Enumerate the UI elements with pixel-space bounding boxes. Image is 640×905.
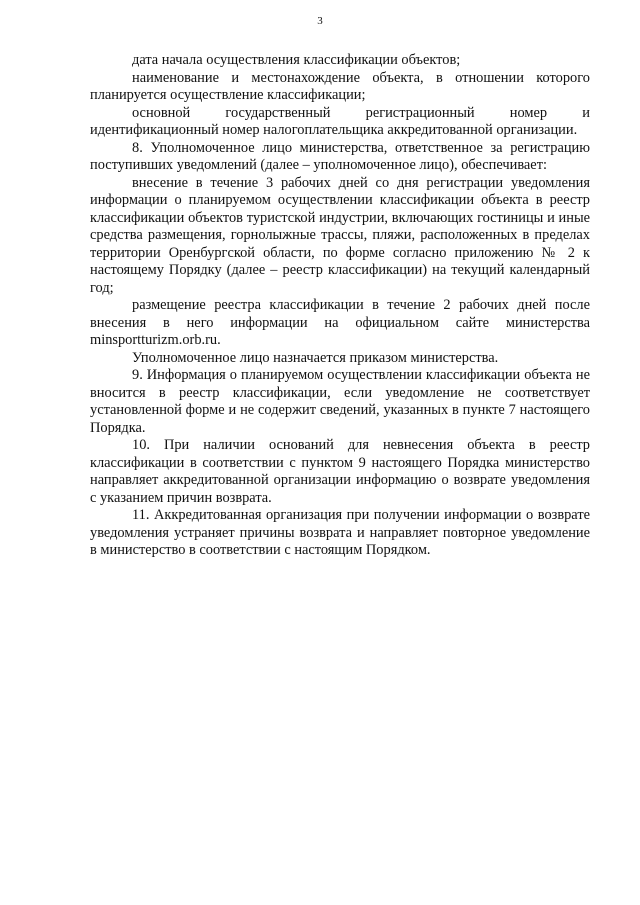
paragraph-registry-entry: внесение в течение 3 рабочих дней со дня регистрации уведомления информации о планируемом осуществлении классификации объекта в реестр классификации объектов туристской индустрии, включающих гостиницы и иные средства размещения, горнолыжные трассы, пляжи, расположенных в пределах территории Оренбургской области, по форме согласно приложению № 2 к настоящему Порядку (далее – реестр классификации) на текущий календарный год; (90, 174, 590, 296)
paragraph-item-11: 11. Аккредитованная организация при получении информации о возврате уведомления устраняет причины возврата и направляет повторное уведомление в министерство в соответствии с настоящим Порядком. (90, 507, 590, 558)
page-number: 3 (317, 15, 323, 27)
paragraph-authorized-person: Уполномоченное лицо назначается приказом министерства. (132, 349, 499, 366)
paragraph-classification-start-date: дата начала осуществления классификации объектов; (132, 52, 461, 68)
paragraph-item-10: 10. При наличии оснований для невнесения объекта в реестр классификации в соответствии с пунктом 9 настоящего Порядка министерство направляет аккредитованной организации информацию о возврате уведомления с указанием причин возврата. (90, 437, 590, 506)
paragraph-item-8: 8. Уполномоченное лицо министерства, ответственное за регистрацию поступивших уведомлений (далее – уполномоченное лицо), обеспечивает: (90, 139, 590, 173)
paragraph-registration-numbers: основной государственный регистрационный номер и идентификационный номер налогоплательщика аккредитованной организации. (90, 104, 590, 138)
paragraph-item-9: 9. Информация о планируемом осуществлении классификации объекта не вносится в реестр классификации, если уведомление не соответствует установленной форме и не содержит сведений, указанных в пункте 7 настоящего Порядка. (90, 367, 590, 436)
paragraph-object-name-location: наименование и местонахождение объекта, в отношении которого планируется осуществление классификации; (90, 69, 590, 103)
paragraph-registry-publication: размещение реестра классификации в течение 2 рабочих дней после внесения в него информации на официальном сайте министерства minsportturizm.orb.ru. (90, 297, 590, 348)
document-body (90, 52, 590, 560)
